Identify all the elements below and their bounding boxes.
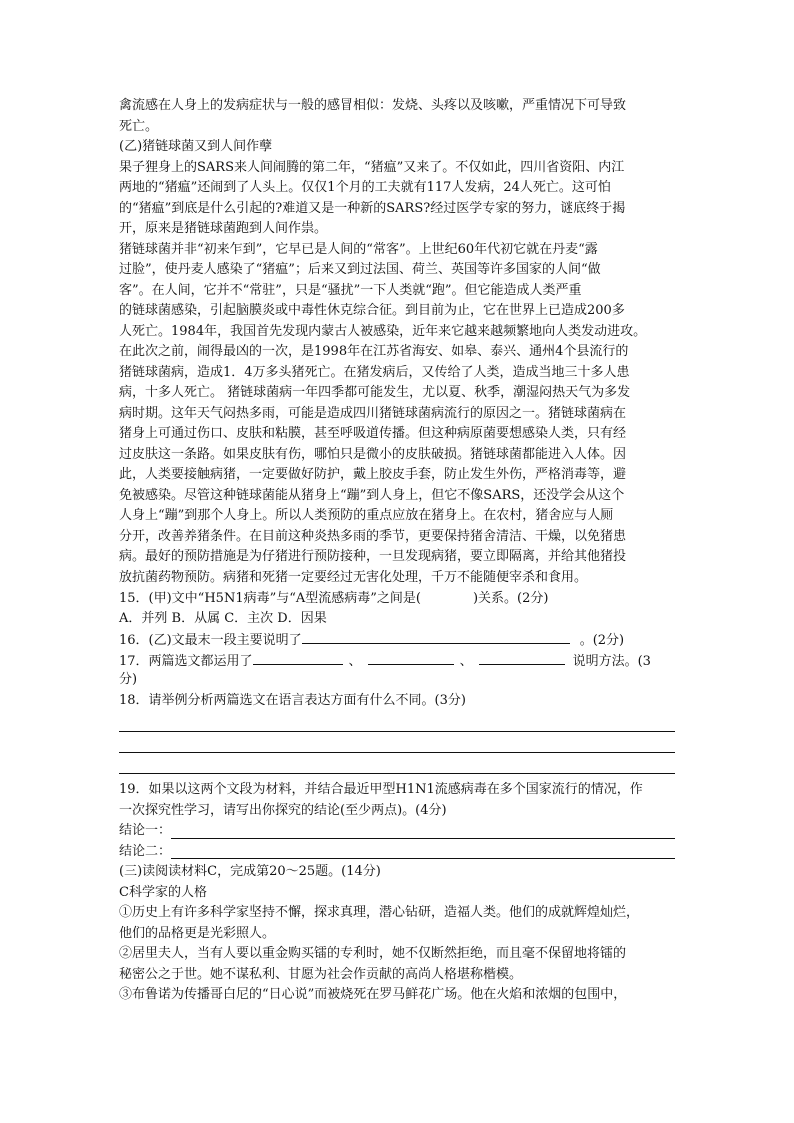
text-line: 猪链球菌病，造成1．4万多头猪死亡。在猪发病后，又传给了人类，造成当地三十多人患: [119, 364, 630, 380]
q18-answer-line-1[interactable]: [119, 711, 675, 732]
q17-text-b: 说明方法。(3: [572, 653, 651, 669]
text-line: 秘密公之于世。她不谋私利、甘愿为社会作贡献的高尚人格堪称楷模。: [119, 966, 523, 982]
q16-text-b: 。(2分): [579, 633, 625, 648]
q15-text-a: 15．(甲)文中“H5N1病毒”与“A型流感病毒”之间是(: [119, 591, 421, 606]
q17-answer-blank-2[interactable]: [368, 650, 454, 665]
q16-answer-blank[interactable]: [302, 629, 570, 644]
text-line: ③布鲁诺为传播哥白尼的“日心说”而被烧死在罗马鲜花广场。他在火焰和浓烟的包围中，: [119, 987, 627, 1002]
q19-conclusion-2: [119, 842, 675, 863]
q17-separator-2: 、: [459, 653, 473, 669]
passage-jia-tail: [119, 96, 675, 137]
q18-answer-line-3[interactable]: [119, 753, 675, 774]
section-3-heading: (三)读阅读材料C，完成第20～25题。(14分): [119, 864, 381, 879]
question-18: 18．请举例分析两篇选文在语言表达方面有什么不同。(3分): [119, 692, 466, 708]
text-line: 死亡。: [119, 118, 159, 134]
passage-c-body: [119, 903, 675, 1006]
conclusion-1-label: 结论一：: [119, 823, 172, 838]
text-line: 禽流感在人身上的发病症状与一般的感冒相似：发烧、头疼以及咳嗽，严重情况下可导致: [119, 98, 627, 113]
text-line: ②居里夫人，当有人要以重金购买镭的专利时，她不仅断然拒绝，而且毫不保留地将镭的: [119, 946, 627, 961]
question-16: [119, 629, 675, 650]
text-line: 在此次之前，闹得最凶的一次，是1998年在江苏省海安、如皋、泰兴、通州4个县流行的: [119, 344, 629, 359]
text-line: 分开，改善养猪条件。在目前这种炎热多雨的季节，更要保持猪舍清洁、干燥，以免猪患: [119, 528, 627, 544]
question-19: [119, 780, 675, 821]
question-17: [119, 650, 675, 671]
q15-options: A．并列 B．从属 C．主次 D．因果: [119, 610, 327, 626]
q19-conclusion-1: [119, 821, 675, 842]
text-line: 开，原来是猪链球菌跑到人间作祟。: [119, 221, 328, 236]
passage-yi-title: (乙)猪链球菌又到人间作孽: [119, 139, 273, 154]
q15-answer-blank[interactable]: [421, 588, 473, 602]
passage-yi-body: [119, 158, 675, 589]
text-line: 免被感染。尽管这种链球菌能从猪身上“蹦”到人身上，但它不像SARS，还没学会从这个: [119, 487, 625, 503]
q17-text-a: 17．两篇选文都运用了: [119, 653, 253, 669]
passage-c-title: C科学家的人格: [119, 884, 207, 900]
text-line: 19．如果以这两个文段为材料，并结合最近甲型H1N1流感病毒在多个国家流行的情况，作: [119, 782, 643, 797]
text-line: 病。最好的预防措施是为仔猪进行预防接种，一旦发现病猪，要立即隔离，并给其他猪投: [119, 549, 627, 564]
text-line: 猪链球菌并非“初来乍到”，它早已是人间的“常客”。上世纪60年代初它就在丹麦“露: [119, 241, 598, 257]
text-line: 此，人类要接触病猪，一定要做好防护，戴上胶皮手套，防止发生外伤，严格消毒等，避: [119, 467, 627, 482]
text-line: 过皮肤这一条路。如果皮肤有伤，哪怕只是微小的皮肤破损。猪链球菌都能进入人体。因: [119, 446, 627, 462]
q15-text-b: )关系。(2分): [472, 591, 549, 606]
text-line: 放抗菌药物预防。病猪和死猪一定要经过无害化处理，千万不能随便宰杀和食用。: [119, 569, 588, 585]
text-line: 两地的“猪瘟”还闹到了人头上。仅仅1个月的工夫就有117人发病，24人死亡。这可怕: [119, 180, 611, 195]
q18-answer-line-2[interactable]: [119, 732, 675, 753]
text-line: 客”。在人间，它并不“常驻”，只是“骚扰”一下人类就“跑”。但它能造成人类严重: [119, 282, 582, 298]
text-line: 病，十多人死亡。 猪链球菌病一年四季都可能发生，尤以夏、秋季，潮湿闷热天气为多发: [119, 385, 631, 400]
q16-text-a: 16．(乙)文最末一段主要说明了: [119, 633, 302, 648]
text-line: 果子狸身上的SARS来人间闹腾的第二年，“猪瘟”又来了。不仅如此，四川省资阳、内江: [119, 159, 625, 175]
conclusion-2-label: 结论二：: [119, 843, 172, 859]
text-line: ①历史上有许多科学家坚持不懈，探求真理，潜心钻研，造福人类。他们的成就辉煌灿烂，: [119, 905, 640, 920]
text-line: 人死亡。1984年，我国首先发现内蒙古人被感染，近年来它越来越频繁地向人类发动进攻。: [119, 323, 647, 339]
conclusion-1-answer-line[interactable]: [171, 821, 675, 839]
text-line: 一次探究性学习，请写出你探究的结论(至少两点)。(4分): [119, 802, 447, 818]
question-15: [119, 588, 675, 609]
text-line: 他们的品格更是光彩照人。: [119, 925, 276, 941]
text-line: 的“猪瘟”到底是什么引起的?难道又是一种新的SARS?经过医学专家的努力，谜底终于揭: [119, 200, 626, 216]
text-line: 猪身上可通过伤口、皮肤和粘膜，甚至呼吸道传播。但这种病原菌要想感染人类，只有经: [119, 426, 627, 441]
q17-text-c: 分): [119, 672, 138, 687]
text-line: 过脸”，使丹麦人感染了“猪瘟”；后来又到过法国、荷兰、英国等许多国家的人间“做: [119, 262, 601, 277]
text-line: 人身上“蹦”到那个人身上。所以人类预防的重点应放在猪身上。在农村，猪舍应与人厕: [119, 508, 614, 523]
q17-answer-blank-3[interactable]: [479, 650, 565, 665]
text-line: 病时期。这年天气闷热多雨，可能是造成四川猪链球菌病流行的原因之一。猪链球菌病在: [119, 405, 627, 421]
exam-page: [119, 96, 675, 1006]
q17-answer-blank-1[interactable]: [253, 650, 343, 665]
text-line: 的链球菌感染，引起脑膜炎或中毒性休克综合征。到目前为止，它在世界上已造成200多: [119, 303, 625, 318]
conclusion-2-answer-line[interactable]: [171, 842, 675, 860]
q17-separator-1: 、: [348, 653, 362, 669]
